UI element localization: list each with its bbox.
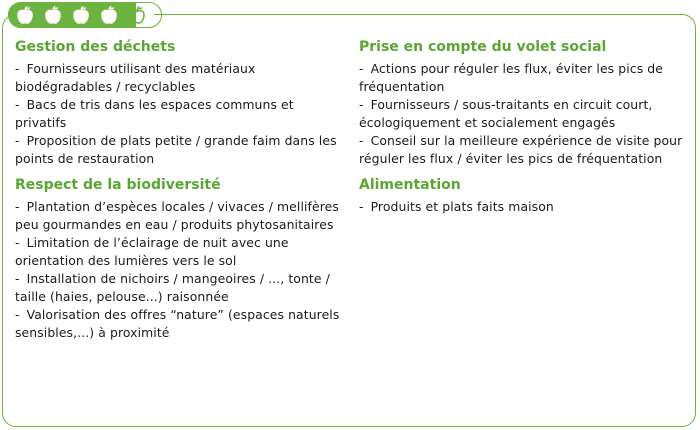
apple-filled-icon bbox=[40, 2, 66, 28]
section-title: Respect de la biodiversité bbox=[15, 177, 221, 193]
criteria-item bbox=[15, 234, 345, 270]
criteria-item-text: Actions pour réguler les flux, éviter les pics de fréquentation bbox=[359, 61, 663, 94]
criteria-item-text: Fournisseurs / sous-traitants en circuit court, écologiquement et socialement engagés bbox=[359, 97, 653, 130]
criteria-item-text: Installation de nichoirs / mangeoires / ..., tonte / taille (haies, pelouse...) raisonnée bbox=[15, 271, 330, 304]
apple-filled-icon bbox=[68, 2, 94, 28]
criteria-item-text: Proposition de plats petite / grande faim dans les points de restauration bbox=[15, 133, 337, 166]
rating-apples bbox=[12, 2, 150, 28]
bullet-dash: - bbox=[359, 133, 364, 148]
criteria-item bbox=[15, 132, 345, 168]
criteria-section bbox=[359, 38, 689, 168]
apple-empty-icon bbox=[124, 2, 150, 28]
criteria-section bbox=[359, 176, 689, 216]
bullet-dash: - bbox=[15, 307, 20, 322]
criteria-item bbox=[15, 270, 345, 306]
section-title: Prise en compte du volet social bbox=[359, 39, 607, 55]
left-column bbox=[15, 38, 345, 350]
criteria-item-text: Limitation de l’éclairage de nuit avec une orientation des lumières vers le sol bbox=[15, 235, 289, 268]
apple-rating bbox=[8, 2, 154, 28]
bullet-dash: - bbox=[359, 61, 364, 76]
bullet-dash: - bbox=[359, 199, 364, 214]
criteria-item-text: Produits et plats faits maison bbox=[370, 199, 554, 214]
bullet-dash: - bbox=[15, 271, 20, 286]
bullet-dash: - bbox=[359, 97, 364, 112]
criteria-item bbox=[15, 306, 345, 342]
criteria-item-text: Valorisation des offres “nature” (espaces naturels sensibles,...) à proximité bbox=[15, 307, 340, 340]
criteria-item-text: Fournisseurs utilisant des matériaux biodégradables / recyclables bbox=[15, 61, 256, 94]
bullet-dash: - bbox=[15, 235, 20, 250]
criteria-item bbox=[359, 96, 689, 132]
section-title: Alimentation bbox=[359, 177, 461, 193]
criteria-item bbox=[359, 60, 689, 96]
criteria-section bbox=[15, 176, 345, 342]
bullet-dash: - bbox=[15, 61, 20, 76]
criteria-item bbox=[15, 96, 345, 132]
criteria-item bbox=[15, 60, 345, 96]
right-column bbox=[359, 38, 689, 224]
criteria-item-text: Bacs de tris dans les espaces communs et privatifs bbox=[15, 97, 294, 130]
apple-filled-icon bbox=[96, 2, 122, 28]
criteria-item bbox=[359, 132, 689, 168]
bullet-dash: - bbox=[15, 133, 20, 148]
criteria-item-text: Conseil sur la meilleure expérience de visite pour réguler les flux / éviter les pics de fréquentation bbox=[359, 133, 683, 166]
apple-filled-icon bbox=[12, 2, 38, 28]
bullet-dash: - bbox=[15, 97, 20, 112]
criteria-item-text: Plantation d’espèces locales / vivaces / mellifères peu gourmandes en eau / produits phytosanitaires bbox=[15, 199, 339, 232]
criteria-section bbox=[15, 38, 345, 168]
bullet-dash: - bbox=[15, 199, 20, 214]
criteria-item bbox=[359, 198, 689, 216]
section-title: Gestion des déchets bbox=[15, 39, 176, 55]
criteria-item bbox=[15, 198, 345, 234]
